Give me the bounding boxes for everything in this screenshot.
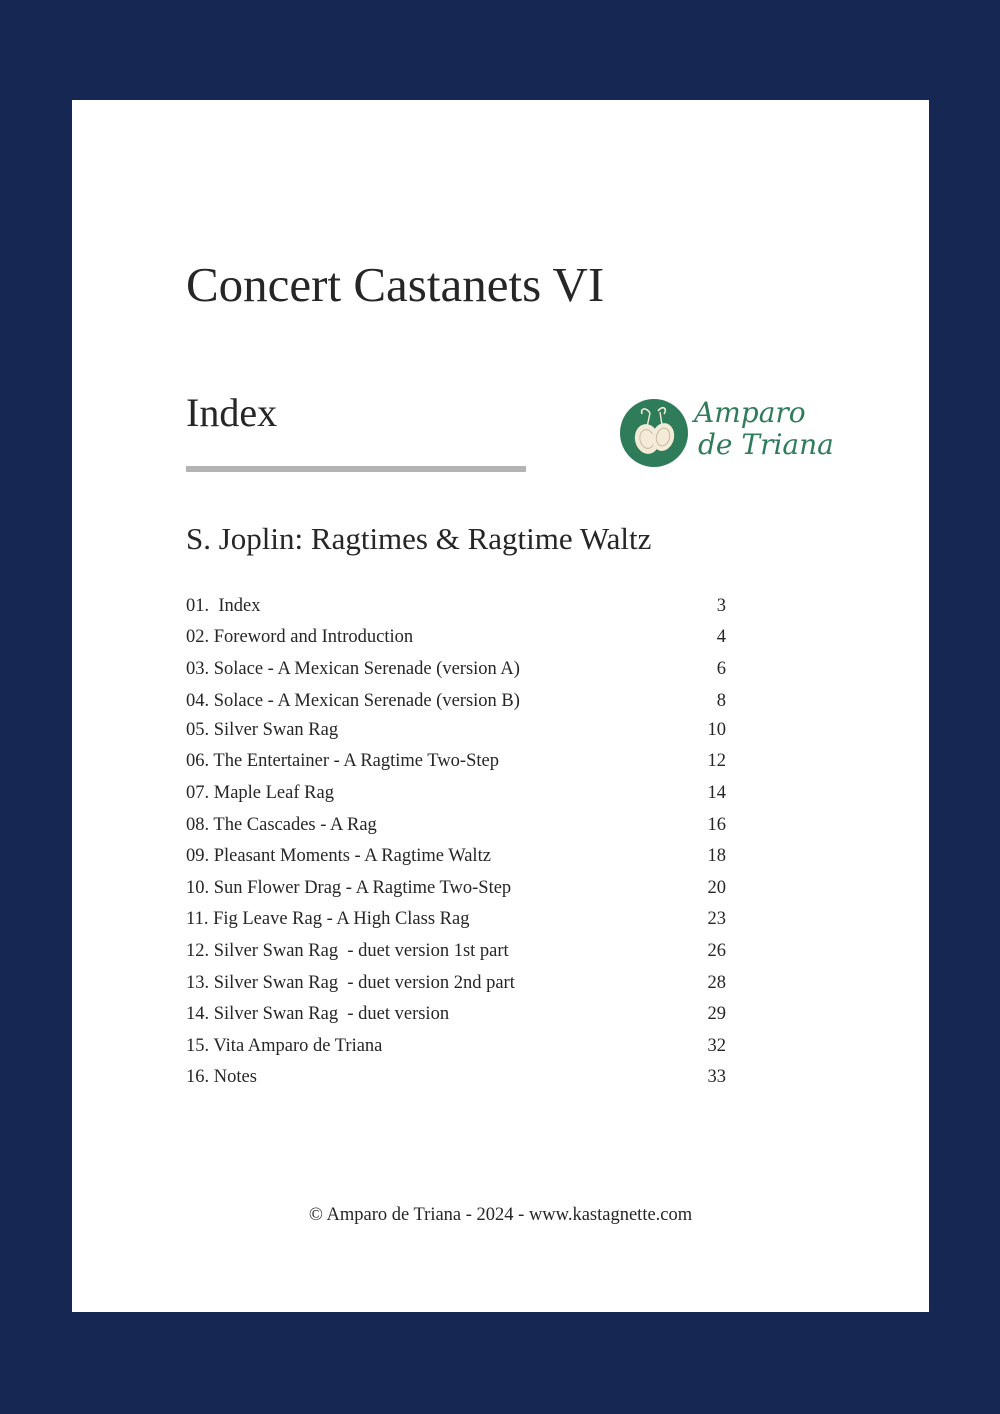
toc-entry-title: 13. Silver Swan Rag - duet version 2nd part <box>186 973 515 993</box>
section-title: Index <box>186 390 278 435</box>
toc-entry-page: 18 <box>707 846 726 866</box>
toc-entry-title: 10. Sun Flower Drag - A Ragtime Two-Step <box>186 878 512 898</box>
title-underline-divider <box>186 466 526 472</box>
toc-entry[interactable] <box>186 594 726 618</box>
toc-entry-page: 20 <box>707 878 726 898</box>
toc-entry-title: 06. The Entertainer - A Ragtime Two-Step <box>186 751 499 771</box>
toc-entry-page: 10 <box>707 720 726 740</box>
toc-entry-page: 33 <box>707 1067 726 1087</box>
document-title: Concert Castanets VI <box>186 257 605 312</box>
toc-entry[interactable] <box>186 749 726 773</box>
toc-entry-page: 3 <box>716 596 726 616</box>
collection-subtitle: S. Joplin: Ragtimes & Ragtime Waltz <box>186 521 652 556</box>
toc-entry-page: 23 <box>707 909 726 929</box>
toc-entry-title: 02. Foreword and Introduction <box>186 627 414 647</box>
toc-entry-page: 16 <box>707 815 726 835</box>
toc-entry-title: 05. Silver Swan Rag <box>186 720 339 740</box>
toc-entry[interactable] <box>186 1065 726 1089</box>
toc-entry-title: 09. Pleasant Moments - A Ragtime Waltz <box>186 846 491 866</box>
toc-entry[interactable] <box>186 718 726 742</box>
toc-entry-title: 11. Fig Leave Rag - A High Class Rag <box>186 909 470 929</box>
castanets-icon <box>620 399 688 467</box>
toc-entry-page: 8 <box>716 691 726 711</box>
toc-entry[interactable] <box>186 876 726 900</box>
toc-entry[interactable] <box>186 939 726 963</box>
toc-entry-title: 01. Index <box>186 596 261 616</box>
brand-wordmark <box>694 397 834 461</box>
toc-entry[interactable] <box>186 813 726 837</box>
toc-entry-title: 04. Solace - A Mexican Serenade (version B) <box>186 691 520 711</box>
toc-entry-page: 4 <box>716 627 726 647</box>
toc-entry-title: 15. Vita Amparo de Triana <box>186 1036 383 1056</box>
toc-entry-title: 12. Silver Swan Rag - duet version 1st part <box>186 941 509 961</box>
document-page <box>72 100 929 1312</box>
toc-entry[interactable] <box>186 781 726 805</box>
toc-entry[interactable] <box>186 689 726 713</box>
toc-entry[interactable] <box>186 971 726 995</box>
toc-entry[interactable] <box>186 1002 726 1026</box>
toc-entry-page: 6 <box>716 659 726 679</box>
toc-entry-title: 07. Maple Leaf Rag <box>186 783 334 803</box>
brand-logo <box>620 396 834 469</box>
toc-entry[interactable] <box>186 907 726 931</box>
toc-entry[interactable] <box>186 625 726 649</box>
toc-entry[interactable] <box>186 657 726 681</box>
toc-entry-page: 14 <box>707 783 726 803</box>
toc-entry-page: 28 <box>707 973 726 993</box>
toc-entry-page: 32 <box>707 1036 726 1056</box>
toc-entry-page: 12 <box>707 751 726 771</box>
copyright-footer: © Amparo de Triana - 2024 - www.kastagnette.com <box>308 1205 693 1225</box>
toc-entry-page: 29 <box>707 1004 726 1024</box>
toc-entry-page: 26 <box>707 941 726 961</box>
toc-entry-title: 03. Solace - A Mexican Serenade (version A) <box>186 659 520 679</box>
toc-entry[interactable] <box>186 844 726 868</box>
toc-entry[interactable] <box>186 1034 726 1058</box>
brand-name-line2: de Triana <box>698 428 834 461</box>
toc-entry-title: 08. The Cascades - A Rag <box>186 815 377 835</box>
toc-entry-title: 16. Notes <box>186 1067 257 1087</box>
toc-entry-title: 14. Silver Swan Rag - duet version <box>186 1004 450 1024</box>
brand-name-line1: Amparo <box>694 396 806 429</box>
